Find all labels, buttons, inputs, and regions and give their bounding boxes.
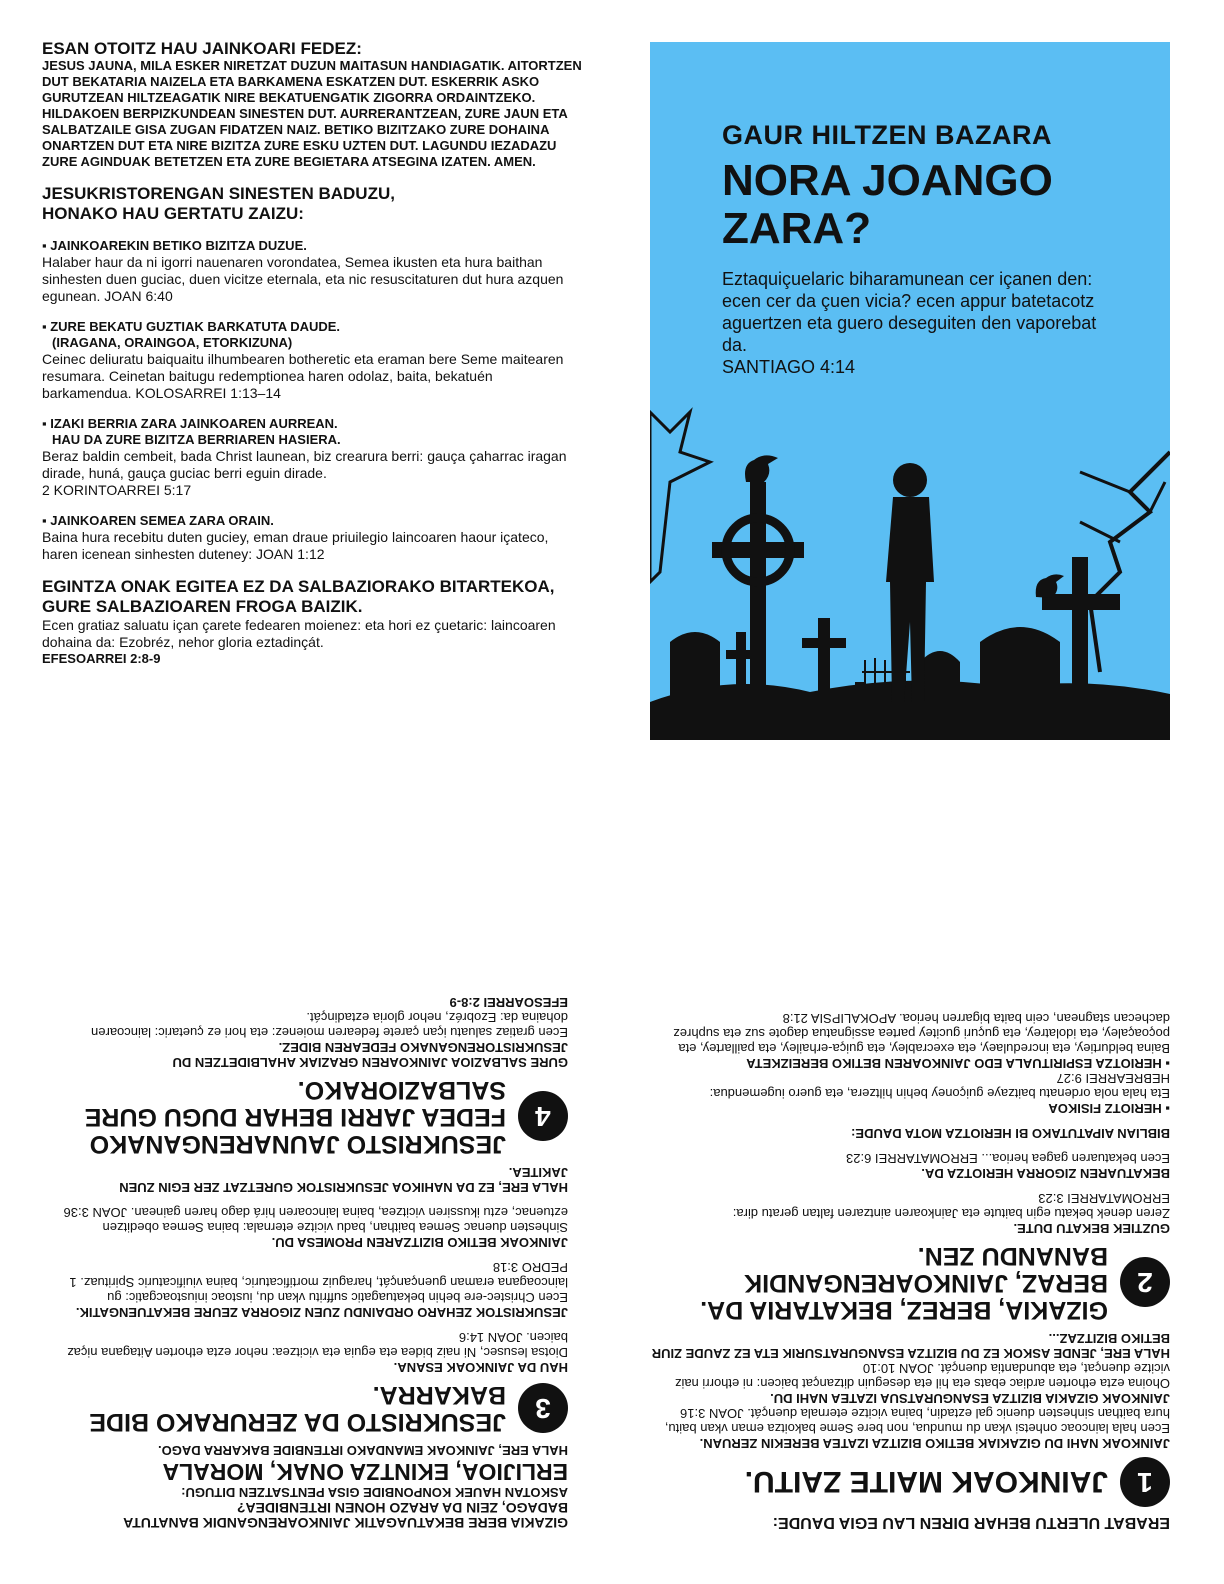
believe-section	[42, 184, 582, 563]
point-4-c: EFESOARREI 2:8-9	[449, 995, 568, 1010]
point-1-d: Ohoina ezta ethorten ardiac ebats eta hil eta deseguin ditzançat baicen: ni ethorri naiz vicitze duençat, eta abundantia duençát. JOAN 10:10	[674, 1361, 1170, 1391]
cover-panel	[650, 42, 1170, 740]
point-1-title: JAINKOAK MAITE ZAITU.	[744, 1465, 1108, 1499]
item-reference: 2 KORINTOARREI 5:17	[42, 482, 192, 498]
point-1-c: JAINKOAK GIZAKIA BIZITZA ESANGURATSUA IZATEA NAHI DU.	[770, 1391, 1170, 1406]
item-body: Baina hura recebitu duten guciey, eman draue priuilegio laincoaren haour içateco, haren icenean sinhesten duteney: JOAN 1:12	[42, 529, 549, 562]
truths-panel-left	[58, 850, 568, 1530]
point-2-g: Eta hala nola ordenatu baitzaye guiçoney behin hiltzera, eta guero iugemendua: HEBREARREI 9:27	[709, 1071, 1170, 1101]
point-2-d: Ecen bekatuaren gagea herioa... ERROMATARREI 6:23	[846, 1151, 1170, 1166]
point-3-b: Diotsa lesusec, Ni naiz bidea eta eguia eta vicitzea: nehor ezta ethorten Aitagana niçaz baicen. JOAN 14:6	[67, 1330, 568, 1360]
point-3-a: HAU DA JAINKOAK ESANA.	[393, 1360, 568, 1375]
point-2-i: Baina beldurtiey, eta incredulaey, eta execrabley, eta guiça-erhailey, eta paillartey, eta poçoaçaley, eta idolatrey, eta guçuri gucitey partea assignatua dagote suz eta suphrez dachecan stagnean, cein baita bigarren herioa. APOKALIPSIA 21:8	[673, 1011, 1170, 1056]
number-badge: 3	[518, 1383, 568, 1433]
works-reference: EFESOARREI 2:8-9	[42, 651, 161, 666]
item-heading: ▪ JAINKOAREN SEMEA ZARA ORAIN.	[42, 513, 274, 528]
item-body: Beraz baldin cembeit, bada Christ launean, biz crearura berri: gauça çaharrac iragan dirade, huná, gauça guciac berri eguin dirade.	[42, 448, 567, 481]
point-2-h: ▪ HERIOTZA ESPIRITUALA EDO JAINKOAREN BETIKO BEREIZKETA	[746, 1056, 1170, 1071]
point-4-header	[58, 1076, 568, 1157]
point-3-c: JESUKRISTOK ZEHARO ORDAINDU ZUEN ZIGORRA ZEURE BEKATUENGATIK.	[75, 1305, 568, 1320]
point-1-e: HALA ERE, JENDE ASKOK EZ DU BIZITZA ESANGURATSURIK ETA EZ ZAUDE ZIUR BETIKO BIZITZAZ...	[651, 1331, 1170, 1361]
point-3-g: HALA ERE, EZ DA NAHIKOA JESUKRISTOK GURETZAT ZER EGIN ZUEN JAKITEA.	[119, 1165, 568, 1195]
believe-heading-2: HONAKO HAU GERTATU ZAIZU:	[42, 204, 304, 223]
works-section	[42, 577, 582, 666]
solution-c: HALA ERE, JAINKOAK EMANDAKO IRTENBIDE BAKARRA DAGO.	[158, 1443, 568, 1458]
solution-a: ASKOTAN HAUEK KONPONBIDE GISA PENTSATZEN DITUGU:	[181, 1485, 568, 1500]
prayer-title: ESAN OTOITZ HAU JAINKOARI FEDEZ:	[42, 39, 362, 58]
number-badge: 4	[518, 1092, 568, 1142]
point-3-f: Sinhesten duenac Semea baithan, badu vicitze eternala: baina Semea obeditzen eztuenac, eztu ikussiren vicitzea, baina laincoaren hirá dago haren gainean. JOAN 3:36	[63, 1205, 568, 1235]
item-body: Ceinec deliuratu baiquaitu ilhumbearen botheretic eta eraman bere Seme maitearen resumara. Ceinetan baitugu redemptionea haren odolaz, baita, bekatuén barkamendua. KOLOSARREI 1:13–14	[42, 351, 564, 401]
works-body: Ecen gratiaz saluatu içan çarete fedearen moienez: eta hori ez çuetaric: laincoaren dohaina da: Ezobréz, nehor gloria eztadinçát.	[42, 617, 556, 650]
number-badge: 1	[1120, 1457, 1170, 1507]
prayer-text: JESUS JAUNA, MILA ESKER NIRETZAT DUZUN MAITASUN HANDIAGATIK. AITORTZEN DUT BEKATARIA NAIZELA ETA BARKAMENA ESKATZEN DUT. ESKERRIK ASKO GURUTZEAN HILTZEAGATIK NIRE BEKATUENGATIK ZIGORRA ORDAINTZEKO. HILDAKOEN BERPIZKUNDEAN SINESTEN DUT. AURRERANTZEAN, ZURE JAUN ETA SALBATZAILE GISA ZUGAN FIDATZEN NAIZ. BETIKO BIZITZAKO ZURE DOHAINA ONARTZEN DUT ETA NIRE BIZITZA ZURE ESKU UZTEN DUT. LAGUNDU IEZADAZU ZURE AGINDUAK BETETZEN ETA ZURE BEGIETARA ATSEGINA IZATEN. AMEN.	[42, 58, 582, 169]
point-2-f: ▪ HERIOTZ FISIKOA	[1048, 1101, 1170, 1116]
point-3-header	[58, 1381, 568, 1435]
believe-heading-1: JESUKRISTORENGAN SINESTEN BADUZU,	[42, 184, 395, 203]
cover-quote-ref: SANTIAGO 4:14	[722, 357, 856, 377]
point-3-d: Ecen Christec-ere behin bekatuagatic suffritu vkan du, iustoac iniustoacgatic: gu laincoagana eraman guençançát, haraguiz mortificaturic, baina viuificaturic Spirituaz. 1 PEDRO 3:18	[69, 1260, 568, 1305]
point-2-b: Zeren denek bekatu egin baitute eta Jainkoaren aintzaren faltan geratu dira: ERROMATARREI 3:23	[732, 1191, 1170, 1221]
works-heading: EGINTZA ONAK EGITEA EZ DA SALBAZIORAKO BITARTEKOA, GURE SALBAZIOAREN FROGA BAIZIK.	[42, 577, 555, 616]
point-2-e: BIBLIAN AIPATUTAKO BI HERIOTZA MOTA DAUDE:	[851, 1126, 1170, 1141]
point-4-title: JESUKRISTO JAUNARENGANAKO FEDEA JARRI BEHAR DUGU GURE SALBAZIORAKO.	[84, 1076, 506, 1158]
solution-b: ERLIJIOA, EKINTZA ONAK, MORALA	[162, 1459, 568, 1485]
point-1-b: Ecen hala laincoac onhetsi vkan du mundua, non bere Seme bakoitza eman vkan baitu, hura baithan sinhesten duenic gal eztadin, baina vicitze eternala duençát. JOAN 3:16	[664, 1406, 1170, 1436]
point-1-a: JAINKOAK NAHI DU GIZAKIAK BETIKO BIZITZA IZATEA BEREKIN ZERUAN.	[699, 1436, 1170, 1451]
point-2-c: BEKATUAREN ZIGORRA HERIOTZA DA.	[921, 1166, 1170, 1181]
believe-item	[42, 513, 582, 563]
graveyard-illustration	[650, 372, 1170, 740]
item-heading: ▪ JAINKOAREKIN BETIKO BIZITZA DUZUE.	[42, 238, 307, 253]
item-heading: ▪ IZAKI BERRIA ZARA JAINKOAREN AURREAN.	[42, 416, 338, 431]
truths-intro: ERABAT ULERTU BEHAR DIREN LAU EGIA DAUDE:	[772, 1514, 1170, 1531]
point-3-title: JESUKRISTO DA ZERURAKO BIDE BAKARRA.	[89, 1381, 506, 1436]
point-2-title: GIZAKIA, BEREZ, BEKATARIA DA. BERAZ, JAINKOARENGANDIK BANANDU ZEN.	[700, 1242, 1108, 1324]
cover-quote-text: Eztaquiçuelaric biharamunean cer içanen den: ecen cer da çuen vicia? ecen appur batetacotz aguertzen eta guero deseguiten den vaporebat da.	[722, 269, 1097, 355]
number-badge: 2	[1120, 1258, 1170, 1308]
cover-line1: GAUR HILTZEN BAZARA	[722, 120, 1052, 150]
item-subheading: HAU DA ZURE BIZITZA BERRIAREN HASIERA.	[52, 432, 341, 447]
believe-item	[42, 416, 582, 499]
point-2-header	[650, 1242, 1170, 1323]
point-4-a: GURE SALBAZIOA JAINKOAREN GRAZIAK AHALBIDETZEN DU JESUKRISTORENGANAKO FEDEAREN BIDEZ.	[172, 1040, 568, 1070]
point-1-header	[650, 1457, 1170, 1507]
believe-item	[42, 238, 582, 305]
point-4-b: Ecen gratiaz saluatu içan çarete fedearen moienez: eta hori ez çuetaric: laincoaren dohaina da: Ezobréz, nehor gloria eztadinçát.	[91, 1010, 568, 1040]
believe-item	[42, 319, 582, 402]
point-3-e: JAINKOAK BETIKO BIZITZAREN PROMESA DU.	[271, 1235, 568, 1250]
item-subheading: (IRAGANA, ORAINGOA, ETORKIZUNA)	[52, 335, 293, 350]
item-body: Halaber haur da ni igorri nauenaren vorondatea, Semea ikusten eta hura baithan sinhesten duen guciac, duen vicitze eternala, eta nic resuscitaturen dut hura azquen egunean. JOAN 6:40	[42, 254, 564, 304]
prayer-panel	[42, 40, 582, 666]
truths-panel-right	[650, 810, 1170, 1530]
solution-intro: GIZAKIA BERE BEKATUAGATIK JAINKOARENGANDIK BANATUTA BADAGO, ZEIN DA ARAZO HONEN IRTENBIDEA?	[123, 1500, 568, 1531]
cover-line2: NORA JOANGO ZARA?	[722, 156, 1053, 253]
item-heading: ▪ ZURE BEKATU GUZTIAK BARKATUTA DAUDE.	[42, 319, 341, 334]
cover-quote	[722, 268, 1102, 378]
point-2-a: GUZTIEK BEKATU DUTE.	[1013, 1221, 1170, 1236]
